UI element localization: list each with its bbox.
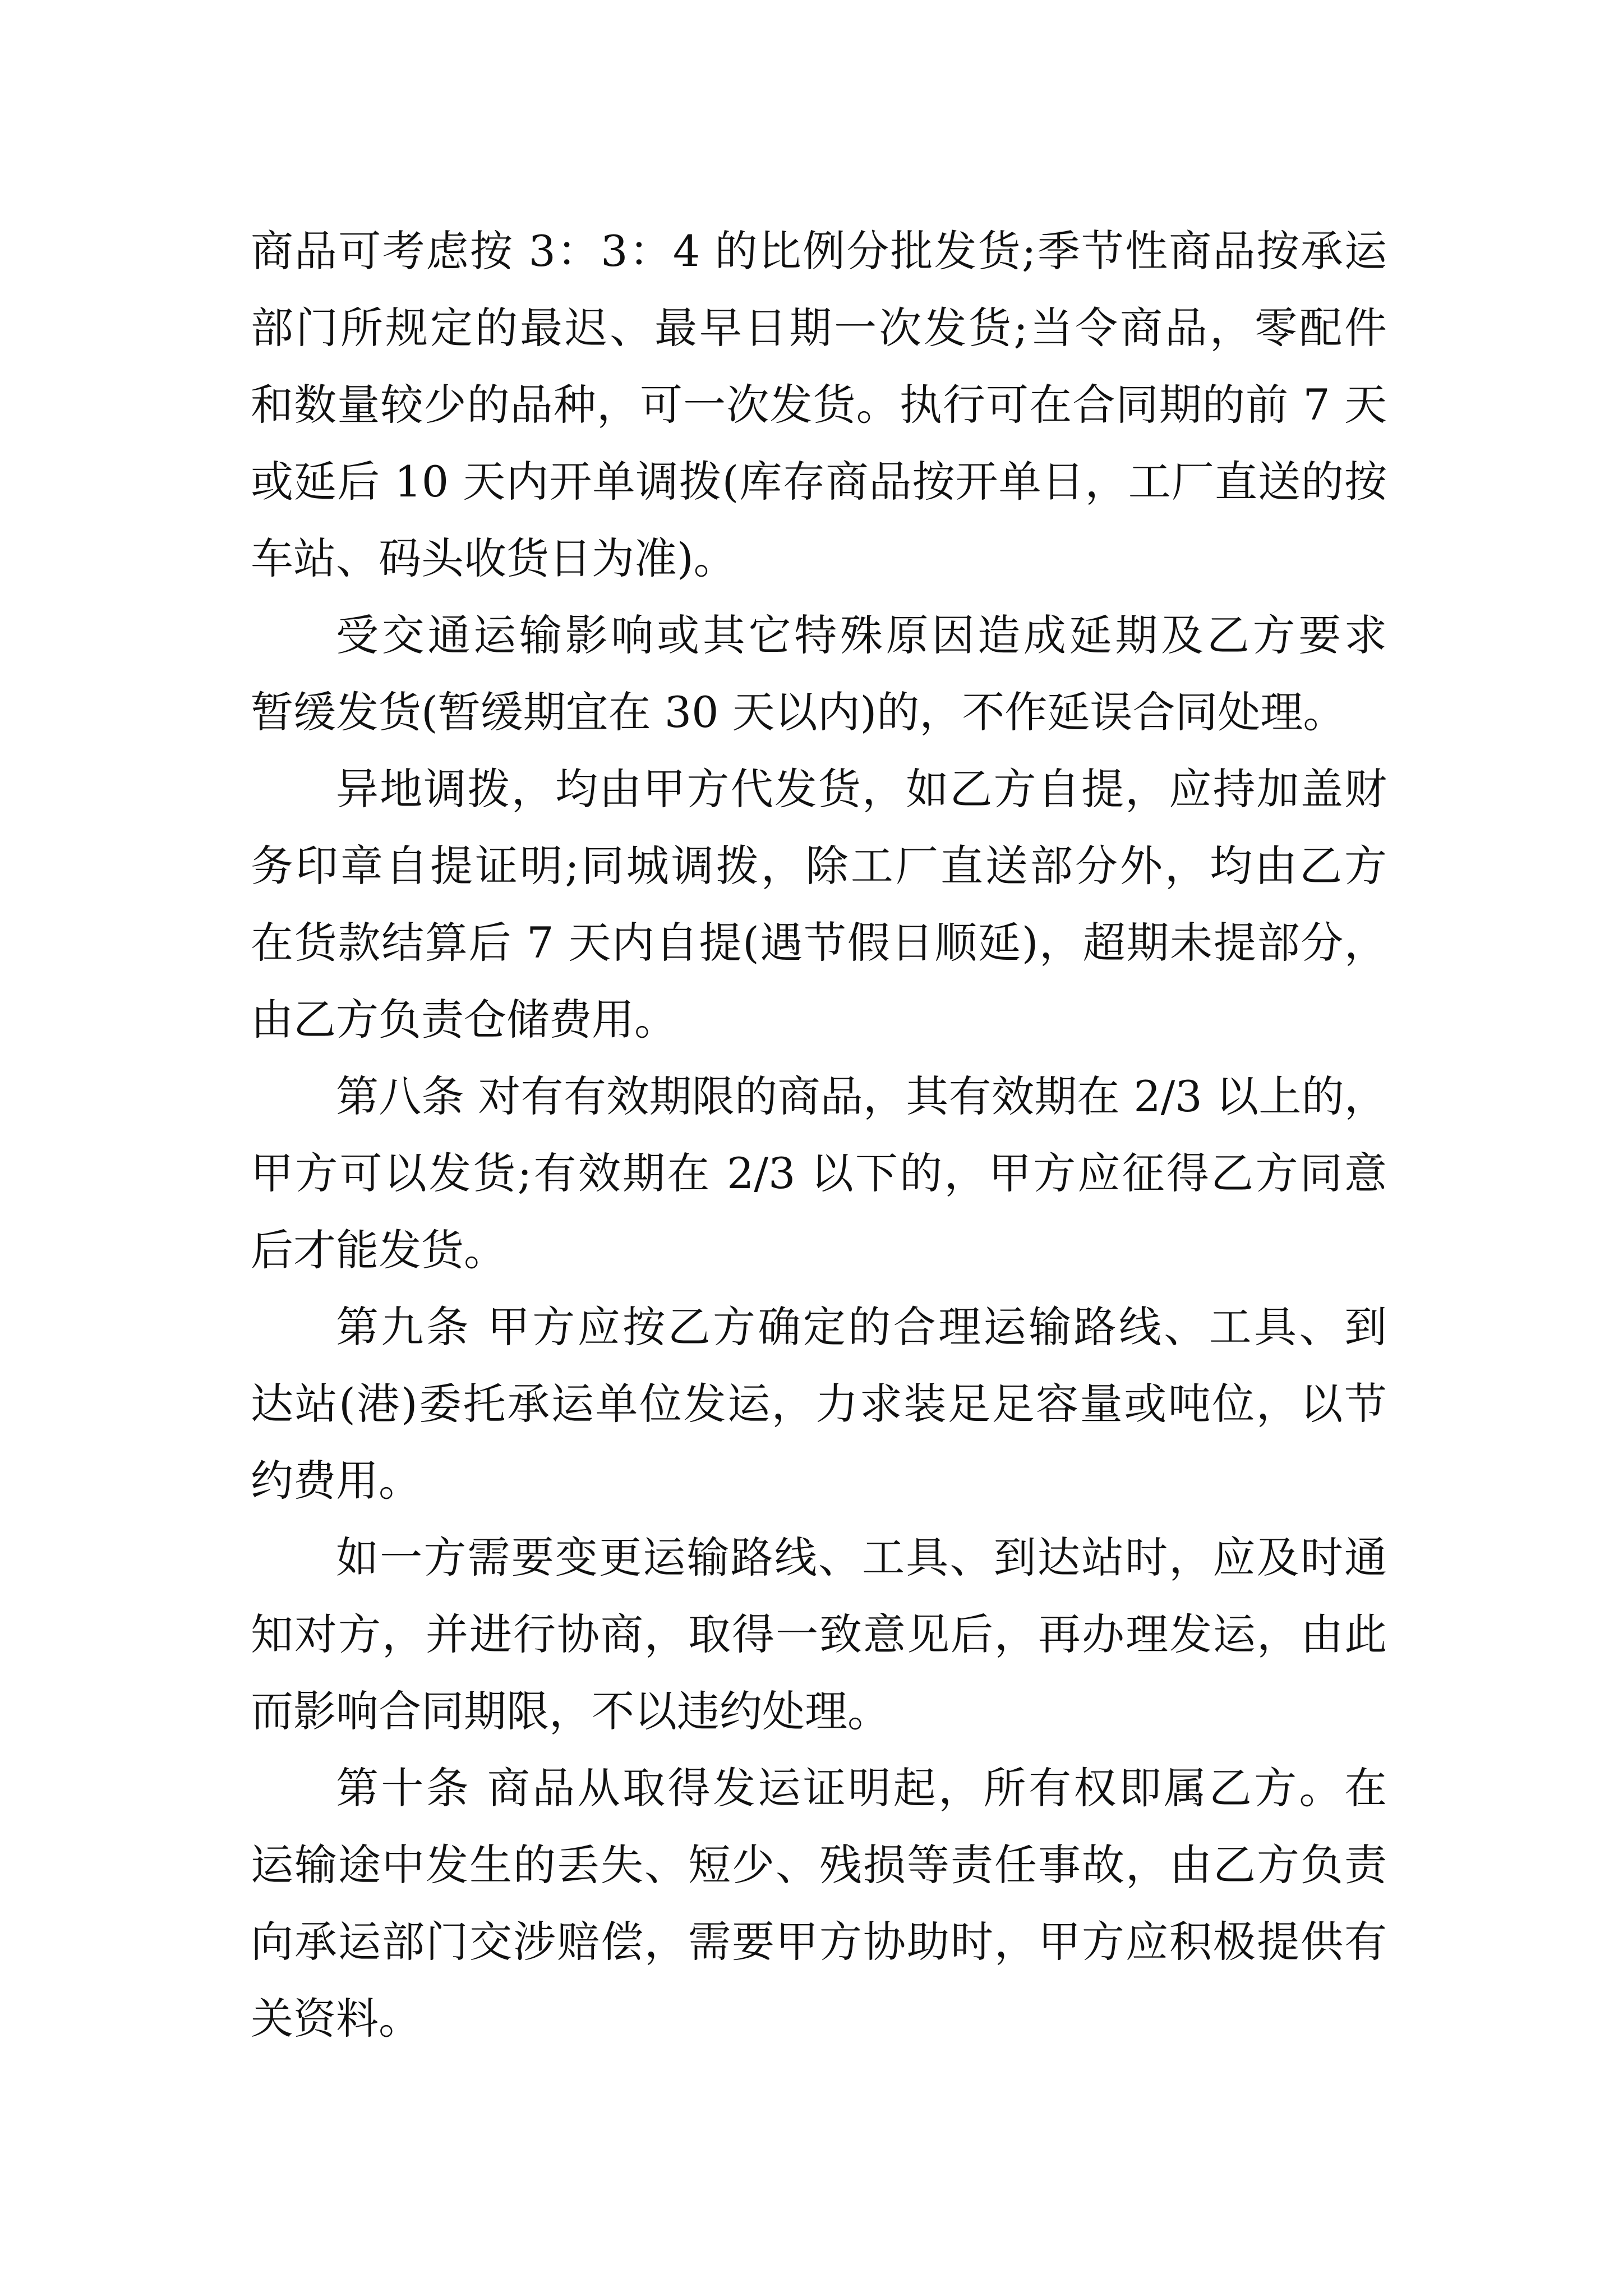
paragraph-article-10 [251, 1750, 1387, 2057]
text-line: 商品可考虑按 3：3：4 的比例分批发货;季节性商品按承运 [251, 226, 1387, 276]
text-line: 达站(港)委托承运单位发运，力求装足足容量或吨位，以节 [251, 1379, 1387, 1429]
text-line: 或延后 10 天内开单调拨(库存商品按开单日，工厂直送的按 [251, 457, 1387, 507]
paragraph-article-9 [251, 1289, 1387, 1519]
text-line: 第十条 商品从取得发运证明起，所有权即属乙方。在 [336, 1763, 1387, 1813]
text-line: 关资料。 [251, 1994, 421, 2044]
text-line: 暂缓发货(暂缓期宜在 30 天以内)的，不作延误合同处理。 [251, 687, 1346, 737]
text-line: 和数量较少的品种，可一次发货。执行可在合同期的前 7 天 [251, 380, 1387, 430]
text-line: 而影响合同期限，不以违约处理。 [251, 1686, 890, 1736]
text-line: 第九条 甲方应按乙方确定的合理运输路线、工具、到 [336, 1302, 1387, 1352]
text-line: 务印章自提证明;同城调拨，除工厂直送部分外，均由乙方 [251, 841, 1387, 891]
text-line: 向承运部门交涉赔偿，需要甲方协助时，甲方应积极提供有 [251, 1917, 1387, 1967]
text-line: 后才能发货。 [251, 1225, 506, 1275]
text-line: 如一方需要变更运输路线、工具、到达站时，应及时通 [336, 1533, 1387, 1582]
text-line: 由乙方负责仓储费用。 [251, 995, 677, 1045]
text-line: 运输途中发生的丢失、短少、残损等责任事故，由乙方负责 [251, 1840, 1387, 1890]
text-line: 受交通运输影响或其它特殊原因造成延期及乙方要求 [336, 610, 1387, 660]
text-line: 在货款结算后 7 天内自提(遇节假日顺延)，超期未提部分， [251, 918, 1387, 968]
text-line: 约费用。 [251, 1456, 421, 1506]
paragraph-transfer [251, 751, 1387, 1058]
text-line: 异地调拨，均由甲方代发货，如乙方自提，应持加盖财 [336, 764, 1387, 814]
paragraph-continuation [251, 213, 1387, 597]
document-body [251, 213, 1387, 2057]
text-line: 部门所规定的最迟、最早日期一次发货;当令商品，零配件 [251, 303, 1387, 353]
paragraph-delay [251, 597, 1387, 751]
text-line: 知对方，并进行协商，取得一致意见后，再办理发运，由此 [251, 1609, 1387, 1659]
paragraph-article-8 [251, 1058, 1387, 1289]
text-line: 第八条 对有有效期限的商品，其有效期在 2/3 以上的， [336, 1071, 1387, 1121]
text-line: 车站、码头收货日为准)。 [251, 533, 736, 583]
paragraph-route-change [251, 1519, 1387, 1750]
text-line: 甲方可以发货;有效期在 2/3 以下的，甲方应征得乙方同意 [251, 1148, 1387, 1198]
